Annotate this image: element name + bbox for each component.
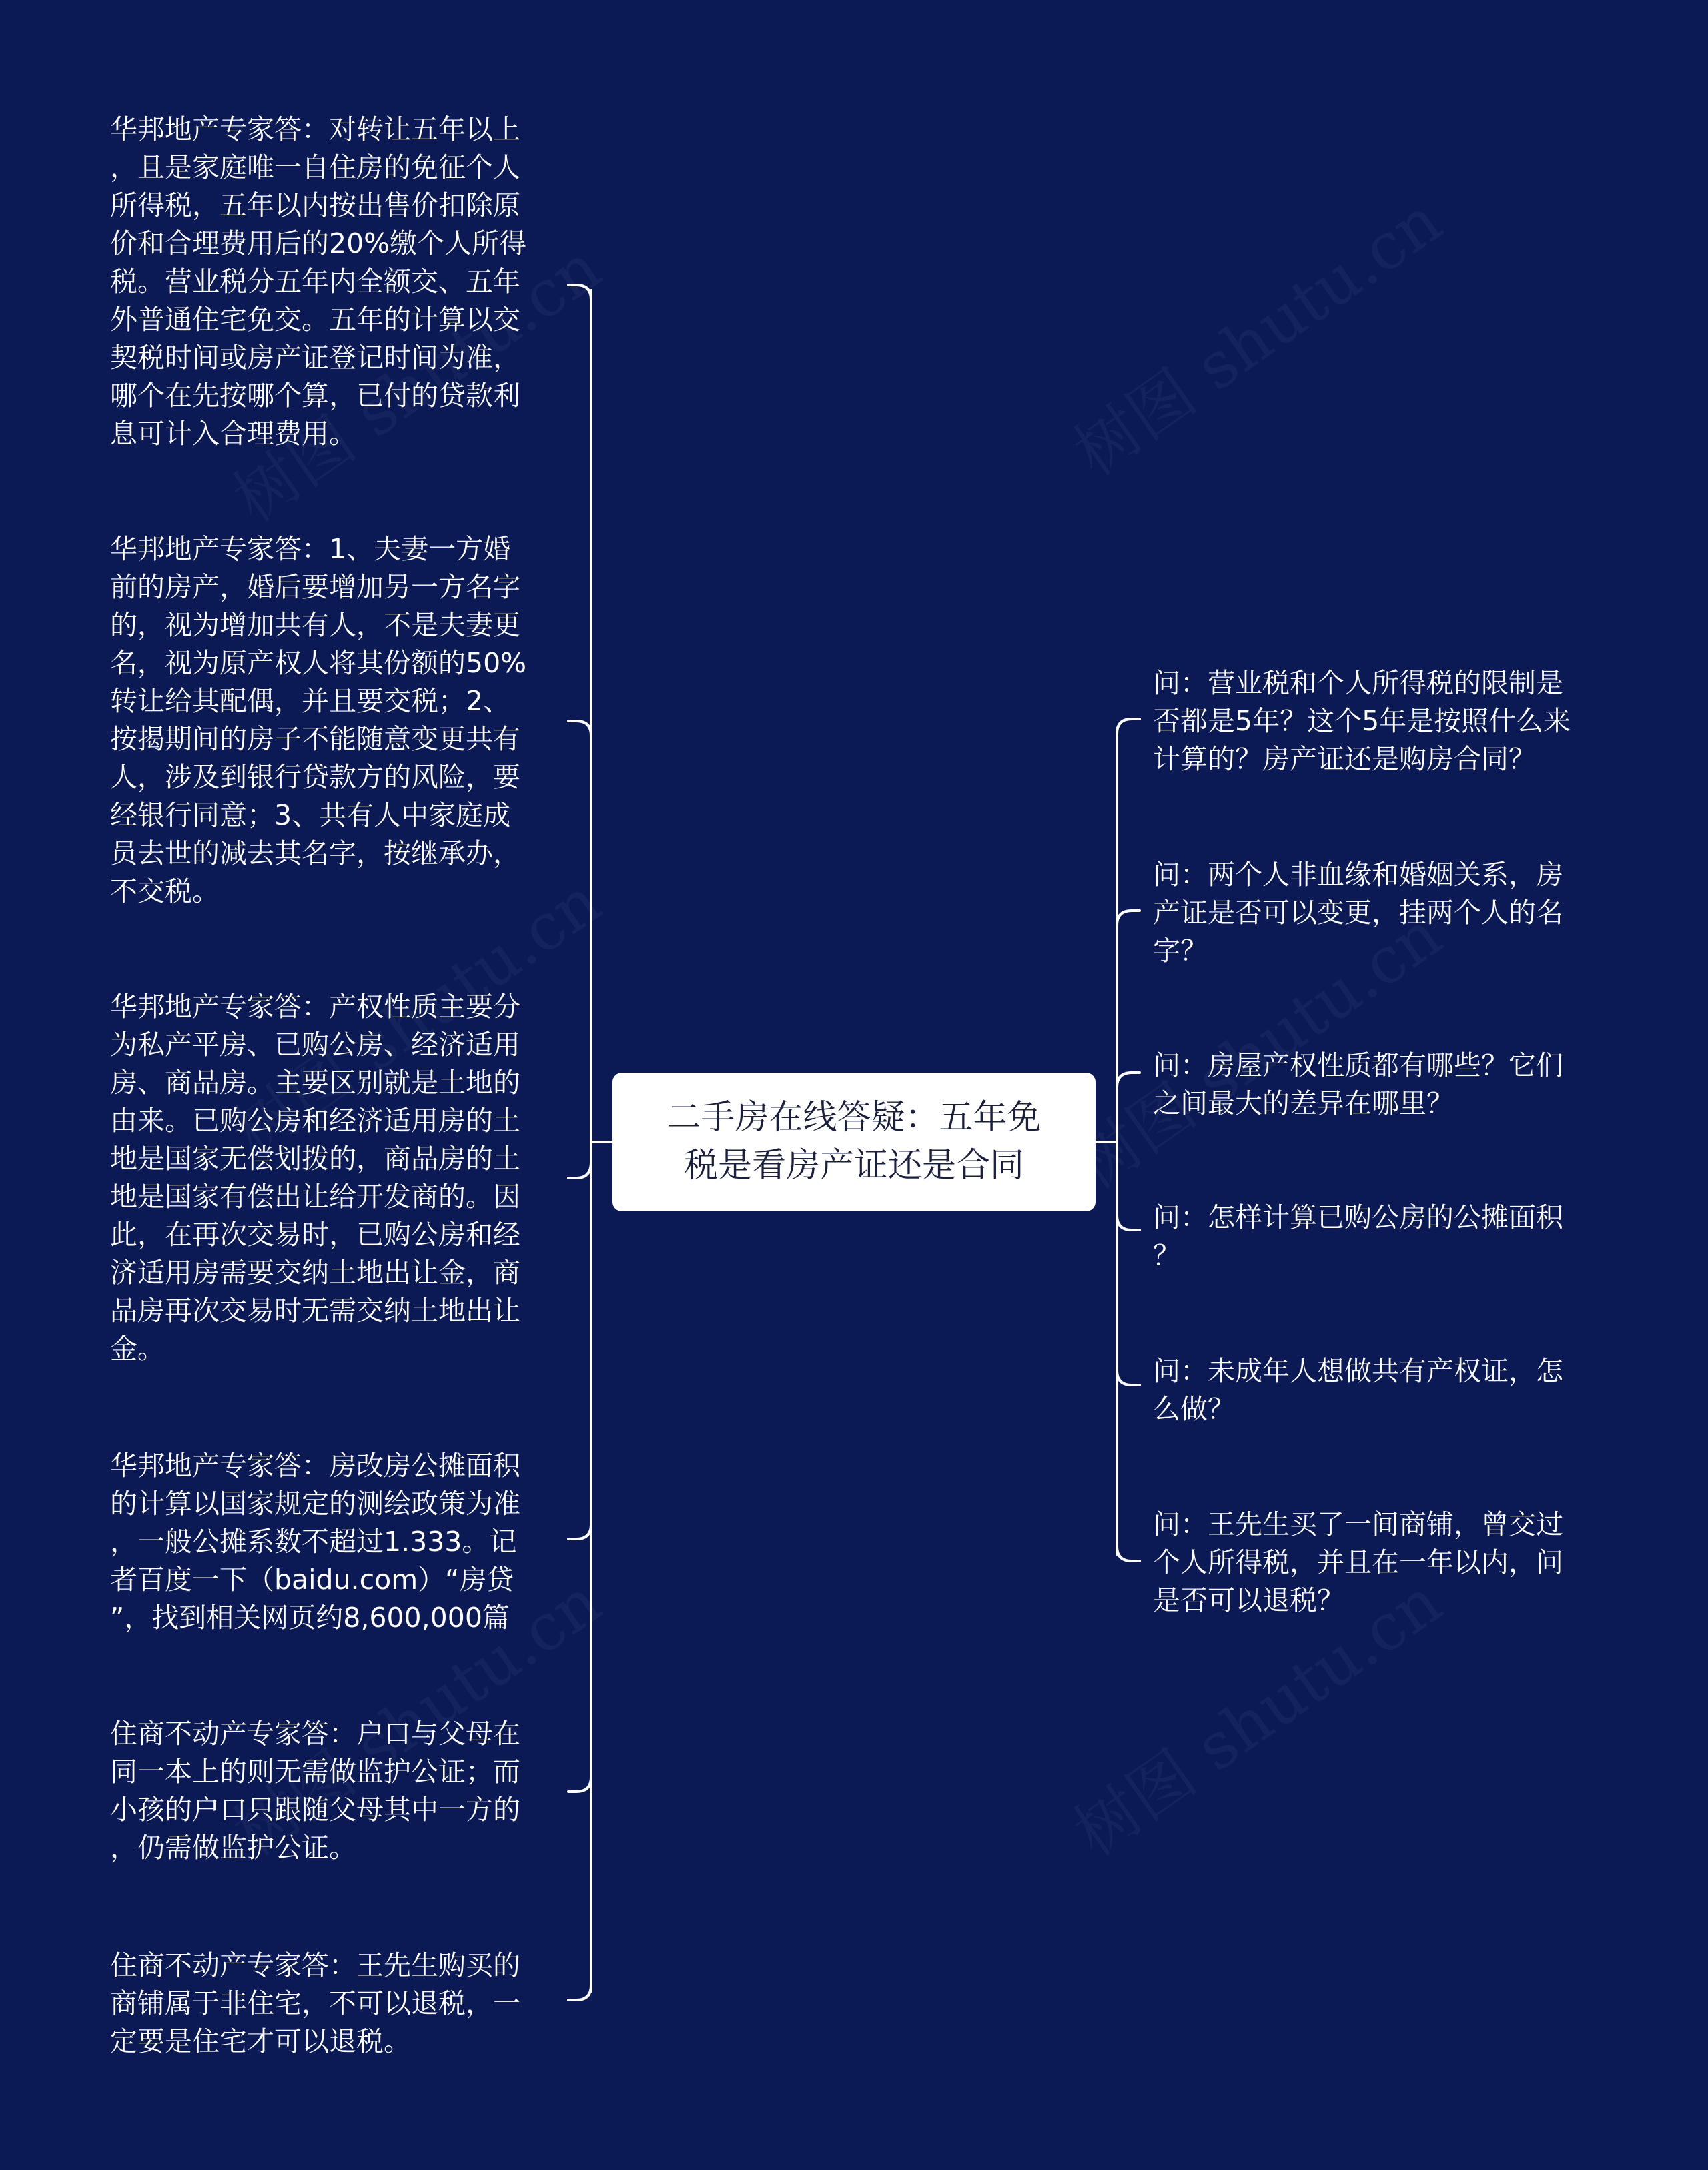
- right-branch-6: [1117, 1546, 1140, 1561]
- answer-node-2[interactable]: 华邦地产专家答：1、夫妻一方婚 前的房产，婚后要增加另一方名字 的，视为增加共有人，不是夫妻更 名，视为原产权人将其份额的50% 转让给其配偶，并且要交税；2、 按揭期间的房子不能随意变更共有 人，涉及到银行贷款方的风险，要 经银行同意；3、共有人中家庭成 员去世的减去其名字，按继承办， 不交税。: [110, 533, 527, 907]
- right-branch-4: [1117, 1215, 1140, 1230]
- right-branch-3: [1117, 1073, 1140, 1087]
- question-node-1[interactable]: 问：营业税和个人所得税的限制是 否都是5年？这个5年是按照什么来 计算的？房产证还是购房合同？: [1153, 667, 1571, 775]
- answer-node-5[interactable]: 住商不动产专家答：户口与父母在 同一本上的则无需做监护公证；而 小孩的户口只跟随父母其中一方的 ，仍需做监护公证。: [110, 1718, 520, 1864]
- question-node-4[interactable]: 问：怎样计算已购公房的公摊面积 ？: [1153, 1201, 1563, 1271]
- answer-node-6[interactable]: 住商不动产专家答：王先生购买的 商铺属于非住宅，不可以退税，一 定要是住宅才可以退税。: [110, 1949, 520, 2057]
- answer-node-4[interactable]: 华邦地产专家答：房改房公摊面积 的计算以国家规定的测绘政策为准 ，一般公摊系数不超过1.333。记 者百度一下（baidu.com）“房贷 ”，找到相关网页约8,600,000篇: [110, 1450, 520, 1634]
- right-branch-1: [1117, 719, 1140, 734]
- left-branch-4: [568, 1524, 591, 1539]
- right-branch-5: [1117, 1370, 1140, 1385]
- left-branch-2: [568, 721, 591, 736]
- center-topic-title: 二手房在线答疑：五年免 税是看房产证还是合同: [667, 1098, 1041, 1185]
- question-node-6[interactable]: 问：王先生买了一间商铺，曾交过 个人所得税，并且在一年以内，问 是否可以退税？: [1153, 1508, 1563, 1616]
- question-node-2[interactable]: 问：两个人非血缘和婚姻关系，房 产证是否可以变更，挂两个人的名 字？: [1153, 859, 1563, 967]
- answer-node-3[interactable]: 华邦地产专家答：产权性质主要分 为私产平房、已购公房、经济适用 房、商品房。主要区别就是土地的 由来。已购公房和经济适用房的土 地是国家无偿划拨的，商品房的土 地是国家有偿出让给开发商的。因 此，在再次交易时，已购公房和经 济适用房需要交纳土地出让金，商 品房再次交易时无需交纳土地出让 金。: [110, 991, 520, 1365]
- left-branch-1: [568, 285, 591, 300]
- left-branch-6: [568, 1985, 591, 2000]
- center-topic-node[interactable]: [612, 1073, 1096, 1211]
- left-branch-3: [568, 1162, 591, 1178]
- right-branch-2: [1117, 911, 1140, 925]
- left-branch-5: [568, 1777, 591, 1792]
- question-node-3[interactable]: 问：房屋产权性质都有哪些？它们 之间最大的差异在哪里？: [1153, 1049, 1563, 1119]
- answer-node-1[interactable]: 华邦地产专家答：对转让五年以上 ，且是家庭唯一自住房的免征个人 所得税，五年以内按出售价扣除原 价和合理费用后的20%缴个人所得 税。营业税分五年内全额交、五年 外普通住宅免交。五年的计算以交 契税时间或房产证登记时间为准， 哪个在先按哪个算，已付的贷款利 息可计入合理费用。: [110, 113, 527, 450]
- question-node-5[interactable]: 问：未成年人想做共有产权证，怎 么做？: [1153, 1355, 1563, 1425]
